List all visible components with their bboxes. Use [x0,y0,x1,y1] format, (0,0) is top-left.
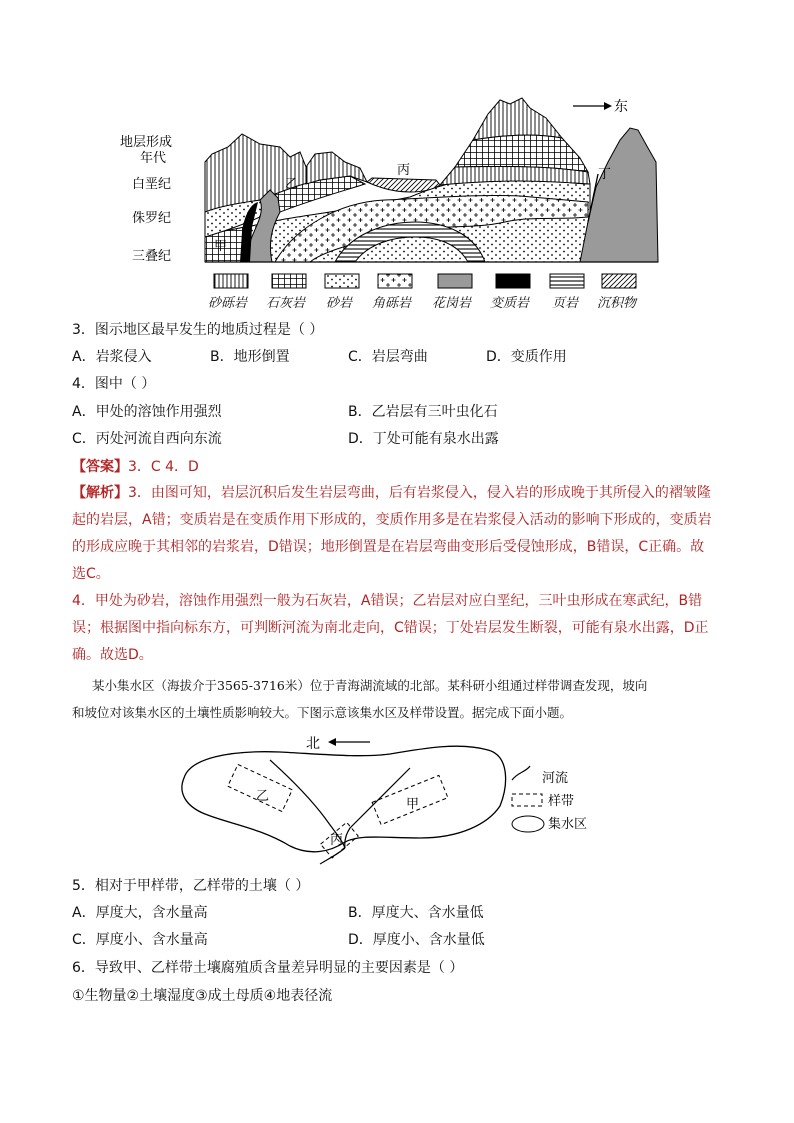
geology-cross-section [110,92,680,314]
q5-stem: 5．相对于甲样带，乙样带的土壤（ ） [72,878,310,894]
analysis-line-5: 4．甲处为砂岩，溶蚀作用强烈一般为石灰岩，A错误；乙岩层对应白垩纪，三叶虫形成在寒武纪，B错 [72,593,703,609]
north-arrow-icon [328,738,370,746]
legend-swatch-granite [438,274,472,288]
label-jia: 甲 [214,239,228,254]
label-ding: 丁 [598,167,612,182]
legend-transect-icon [512,794,542,806]
legend-label-sediment: 沉积物 [597,296,637,311]
analysis-line-7: 确。故选D。 [72,647,153,663]
river-right [345,768,410,848]
q3-option-a: A．岩浆侵入 [72,349,152,365]
intro-line-1: 某小集水区（海拔介于3565-3716米）位于青海湖流域的北部。某科研小组通过样带调查发现，坡向 [92,678,648,693]
era-header-2: 年代 [140,151,167,166]
analysis-line-2: 起的岩层，A错；变质岩是在变质作用下形成的，变质作用多是在岩浆侵入活动的影响下形成的，变质岩 [72,512,712,528]
label-yi-2: 乙 [256,789,270,804]
analysis-block [72,480,722,669]
catchment-map [170,728,610,868]
legend-label-shale: 页岩 [552,296,579,311]
analysis-line-6: 误；根据图中指向标东方，可判断河流为南北走向，C错误；丁处岩层发生断裂，可能有泉水出露，D正 [72,620,709,636]
legend-label-limestone: 石灰岩 [266,296,306,311]
catchment-figure [170,728,610,868]
analysis-label: 【解析】 [72,485,128,501]
label-jia-2: 甲 [406,797,420,812]
era-cretaceous: 白垩纪 [132,177,172,192]
era-header-1: 地层形成 [120,135,173,150]
q5-option-c: C．厚度小、含水量高 [72,932,208,948]
legend-catchment-label: 集水区 [548,817,588,832]
analysis-line-4: 选C。 [72,566,110,582]
legend-swatch-sandy-conglomerate [214,274,248,288]
answer-text: 3．C 4．D [128,459,199,475]
east-label: 东 [614,99,628,115]
legend-swatch-metamorphic [496,274,530,288]
legend-label-granite: 花岗岩 [432,296,472,311]
q5-option-b: B．厚度大、含水量低 [348,905,484,921]
q5-option-a: A．厚度大，含水量高 [72,905,208,921]
legend-river-label: 河流 [542,771,569,786]
label-yi: 乙 [285,177,299,192]
q4-option-c: C．丙处河流自西向东流 [72,431,222,447]
q5-option-d: D．厚度小、含水量低 [348,932,485,948]
catchment-boundary [182,746,506,852]
legend-swatch-breccia [378,274,412,288]
q6-factors: ①生物量②土壤湿度③成土母质④地表径流 [72,988,333,1004]
geology-figure [110,92,680,314]
label-bing: 丙 [397,163,411,178]
legend-swatch-shale [550,274,584,288]
analysis-line-3: 的形成应晚于其相邻的岩浆岩，D错误；地形倒置是在岩层弯曲变形后受侵蚀形成，B错误，C正确。故 [72,539,705,555]
legend-transect-label: 样带 [548,794,575,809]
legend-swatch-sediment [602,274,636,288]
legend-swatch-limestone [272,274,306,288]
q4-stem: 4．图中（ ） [72,376,156,392]
legend-label-metamorphic: 变质岩 [490,296,530,311]
legend-catchment-icon [512,816,544,832]
analysis-line-1: 【解析】3．由图可知，岩层沉积后发生岩层弯曲，后有岩浆侵入，侵入岩的形成晚于其所侵入的褶皱隆 [72,485,711,501]
q3-option-d: D．变质作用 [486,349,567,365]
rock-legend [214,274,636,288]
legend-label-breccia: 角砾岩 [372,296,412,311]
answer-line [72,457,199,477]
east-arrow-icon [573,102,612,110]
intro-line-2: 和坡位对该集水区的土壤性质影响较大。下图示意该集水区及样带设置。据完成下面小题。 [72,705,573,720]
q4-option-a: A．甲处的溶蚀作用强烈 [72,404,222,420]
legend-swatch-sandstone [325,274,359,288]
era-triassic: 三叠纪 [132,249,172,264]
q4-option-d: D．丁处可能有泉水出露 [348,431,499,447]
q3-stem: 3．图示地区最早发生的地质过程是（ ） [72,322,324,338]
era-jurassic: 侏罗纪 [132,211,172,226]
north-label: 北 [306,736,320,752]
legend-river-icon [512,766,530,780]
legend-label-sandstone: 砂岩 [326,296,353,311]
q3-option-c: C．岩层弯曲 [348,349,428,365]
label-bing-2: 丙 [330,833,344,848]
q4-option-b: B．乙岩层有三叶虫化石 [348,404,498,420]
q3-option-b: B．地形倒置 [210,349,290,365]
answer-label: 【答案】 [72,459,128,475]
legend-label-sandy-conglomerate: 砂砾岩 [208,296,248,311]
q6-stem: 6．导致甲、乙样带土壤腐殖质含量差异明显的主要因素是（ ） [72,960,464,976]
